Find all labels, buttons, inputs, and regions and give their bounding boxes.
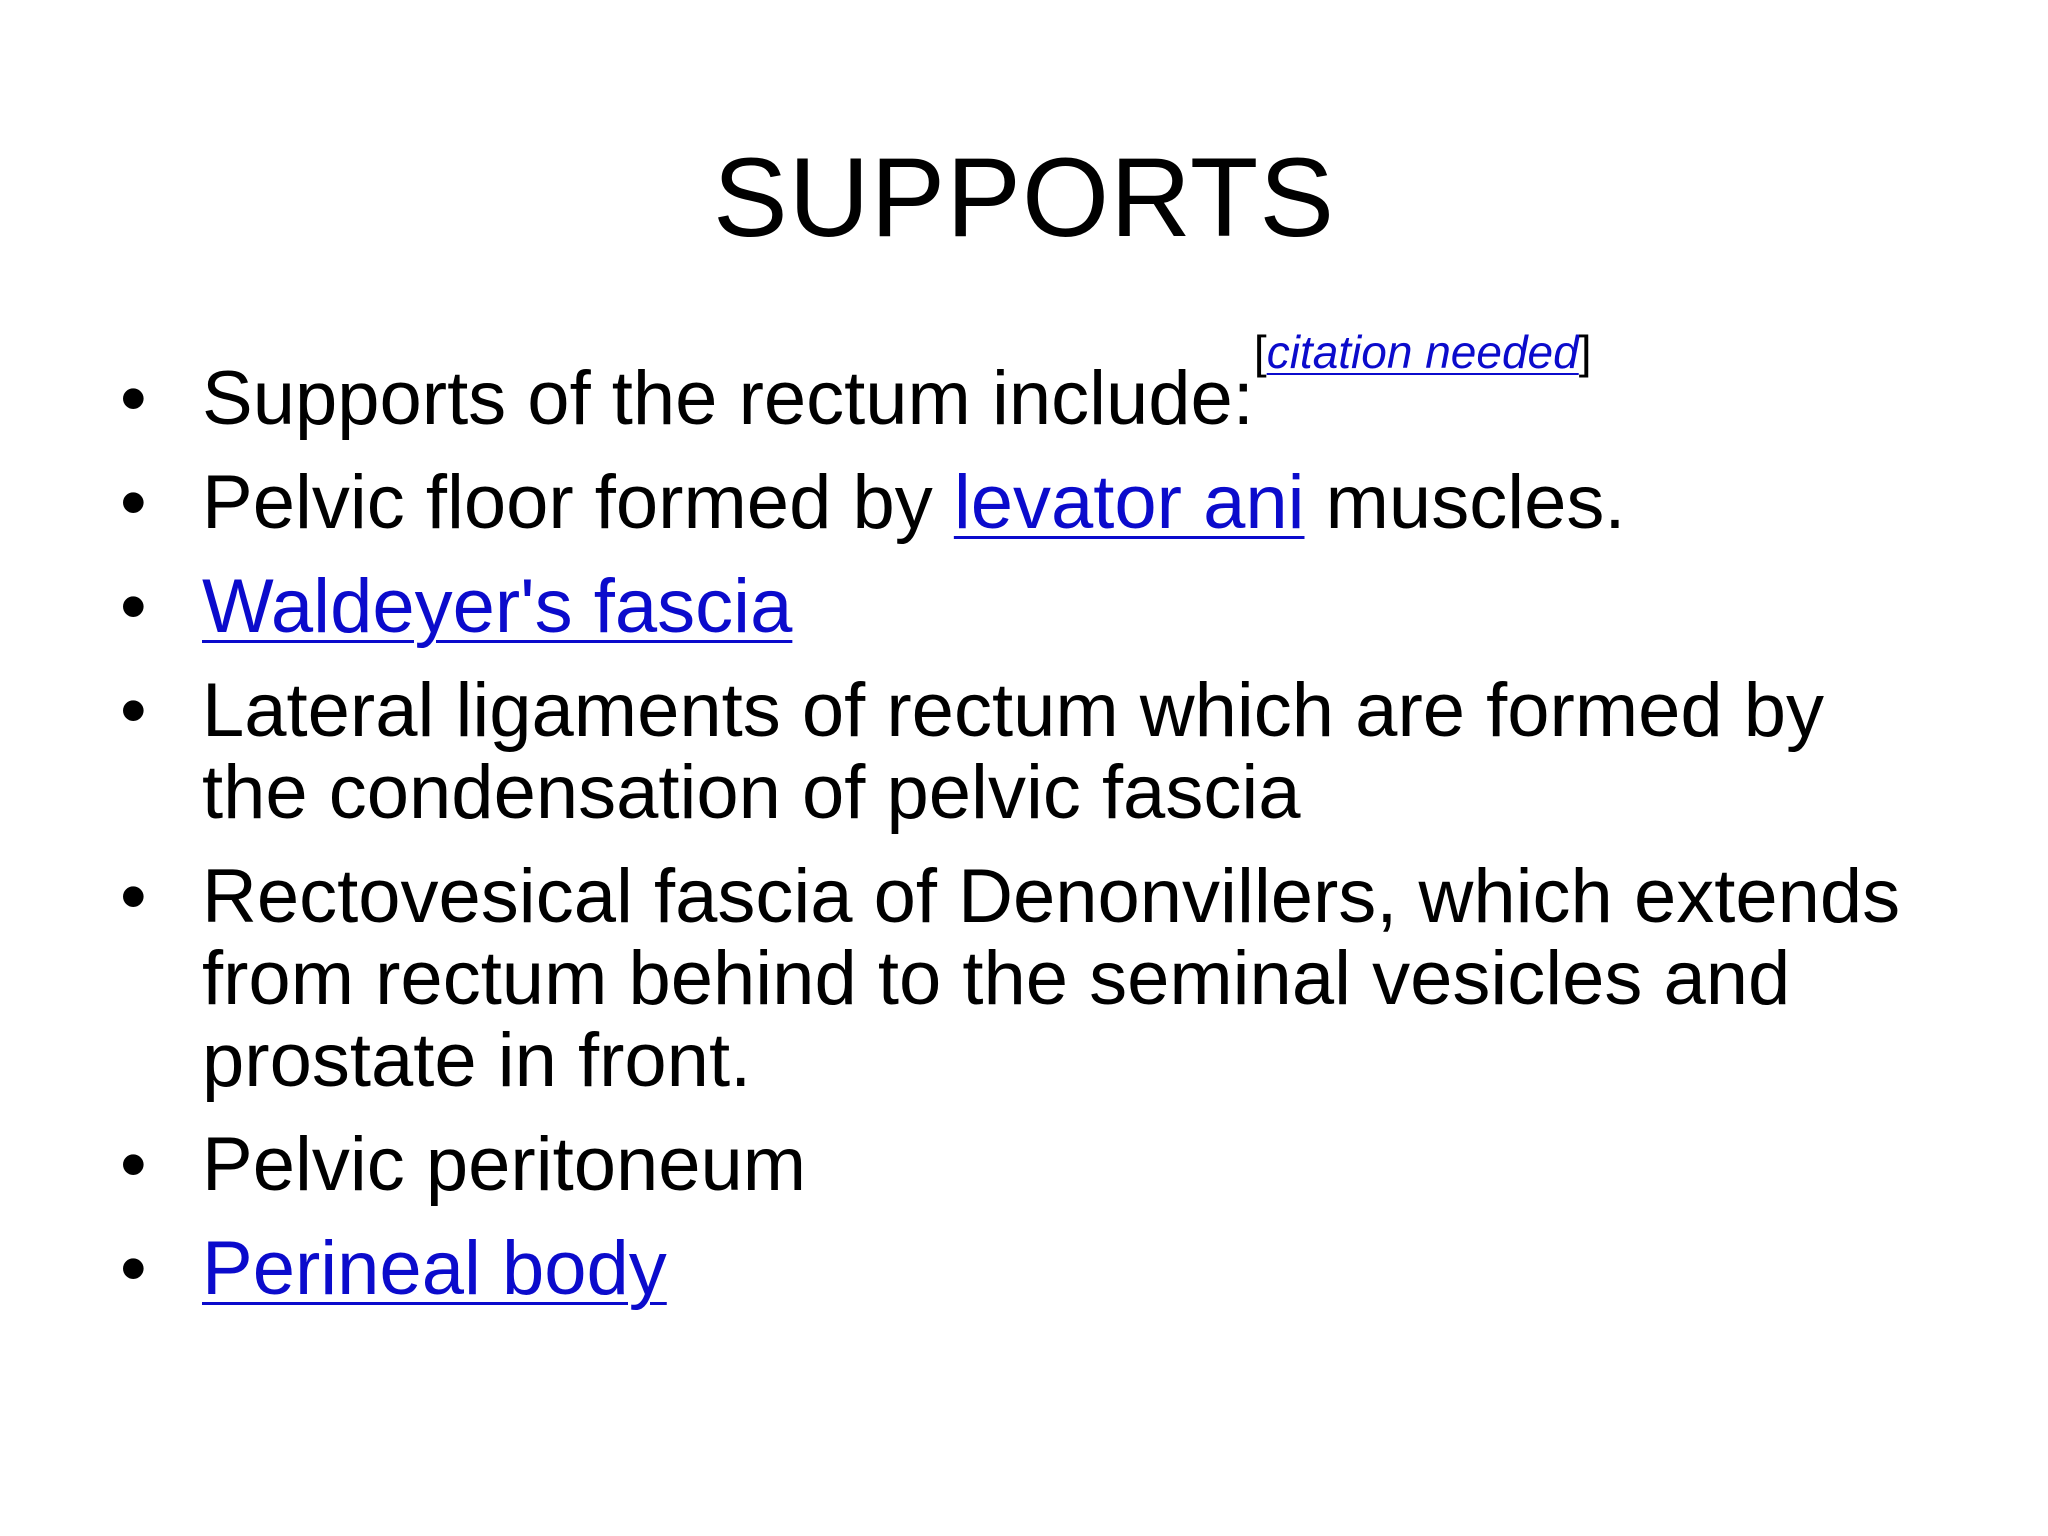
waldeyers-fascia-link[interactable]: Waldeyer's fascia (202, 564, 793, 649)
slide-title: SUPPORTS (712, 135, 1336, 260)
bullet-icon: • (120, 1226, 147, 1311)
citation-open-bracket: [ (1253, 325, 1267, 378)
bullet-icon: • (120, 1122, 147, 1207)
bullet-item-supports (120, 325, 1980, 441)
perineal-body-link[interactable]: Perineal body (202, 1226, 667, 1311)
citation-marker (1254, 326, 1592, 378)
bullet-text-line-2: from rectum behind to the seminal vesicles and (202, 936, 1791, 1021)
bullet-item-rectovesical-fascia (120, 856, 1980, 1102)
citation-close-bracket: ] (1578, 325, 1592, 378)
bullet-icon: • (120, 356, 147, 441)
bullet-text-line-3: prostate in front. (202, 1018, 752, 1103)
bullet-text: Pelvic floor formed by (202, 460, 954, 545)
bullet-text-line-1: Lateral ligaments of rectum which are formed by (202, 668, 1825, 753)
bullet-icon: • (120, 668, 147, 753)
bullet-icon: • (120, 460, 147, 545)
bullet-item-perineal-body (120, 1228, 1980, 1310)
citation-needed-link[interactable]: citation needed (1266, 325, 1579, 378)
bullet-text: Supports of the rectum include: (202, 356, 1254, 441)
bullet-text-suffix: muscles. (1304, 460, 1626, 545)
bullet-item-pelvic-floor (120, 462, 1980, 544)
bullet-text-line-1: Rectovesical fascia of Denonvillers, which extends (202, 854, 1901, 939)
bullet-text-line-2: the condensation of pelvic fascia (202, 750, 1301, 835)
bullet-item-pelvic-peritoneum (120, 1124, 1980, 1206)
bullet-icon: • (120, 564, 147, 649)
bullet-item-lateral-ligaments (120, 670, 1980, 834)
bullet-icon: • (120, 854, 147, 939)
levator-ani-link[interactable]: levator ani (953, 460, 1305, 545)
bullet-list (120, 325, 1980, 1332)
bullet-item-waldeyers-fascia (120, 566, 1980, 648)
bullet-text: Pelvic peritoneum (202, 1122, 807, 1207)
